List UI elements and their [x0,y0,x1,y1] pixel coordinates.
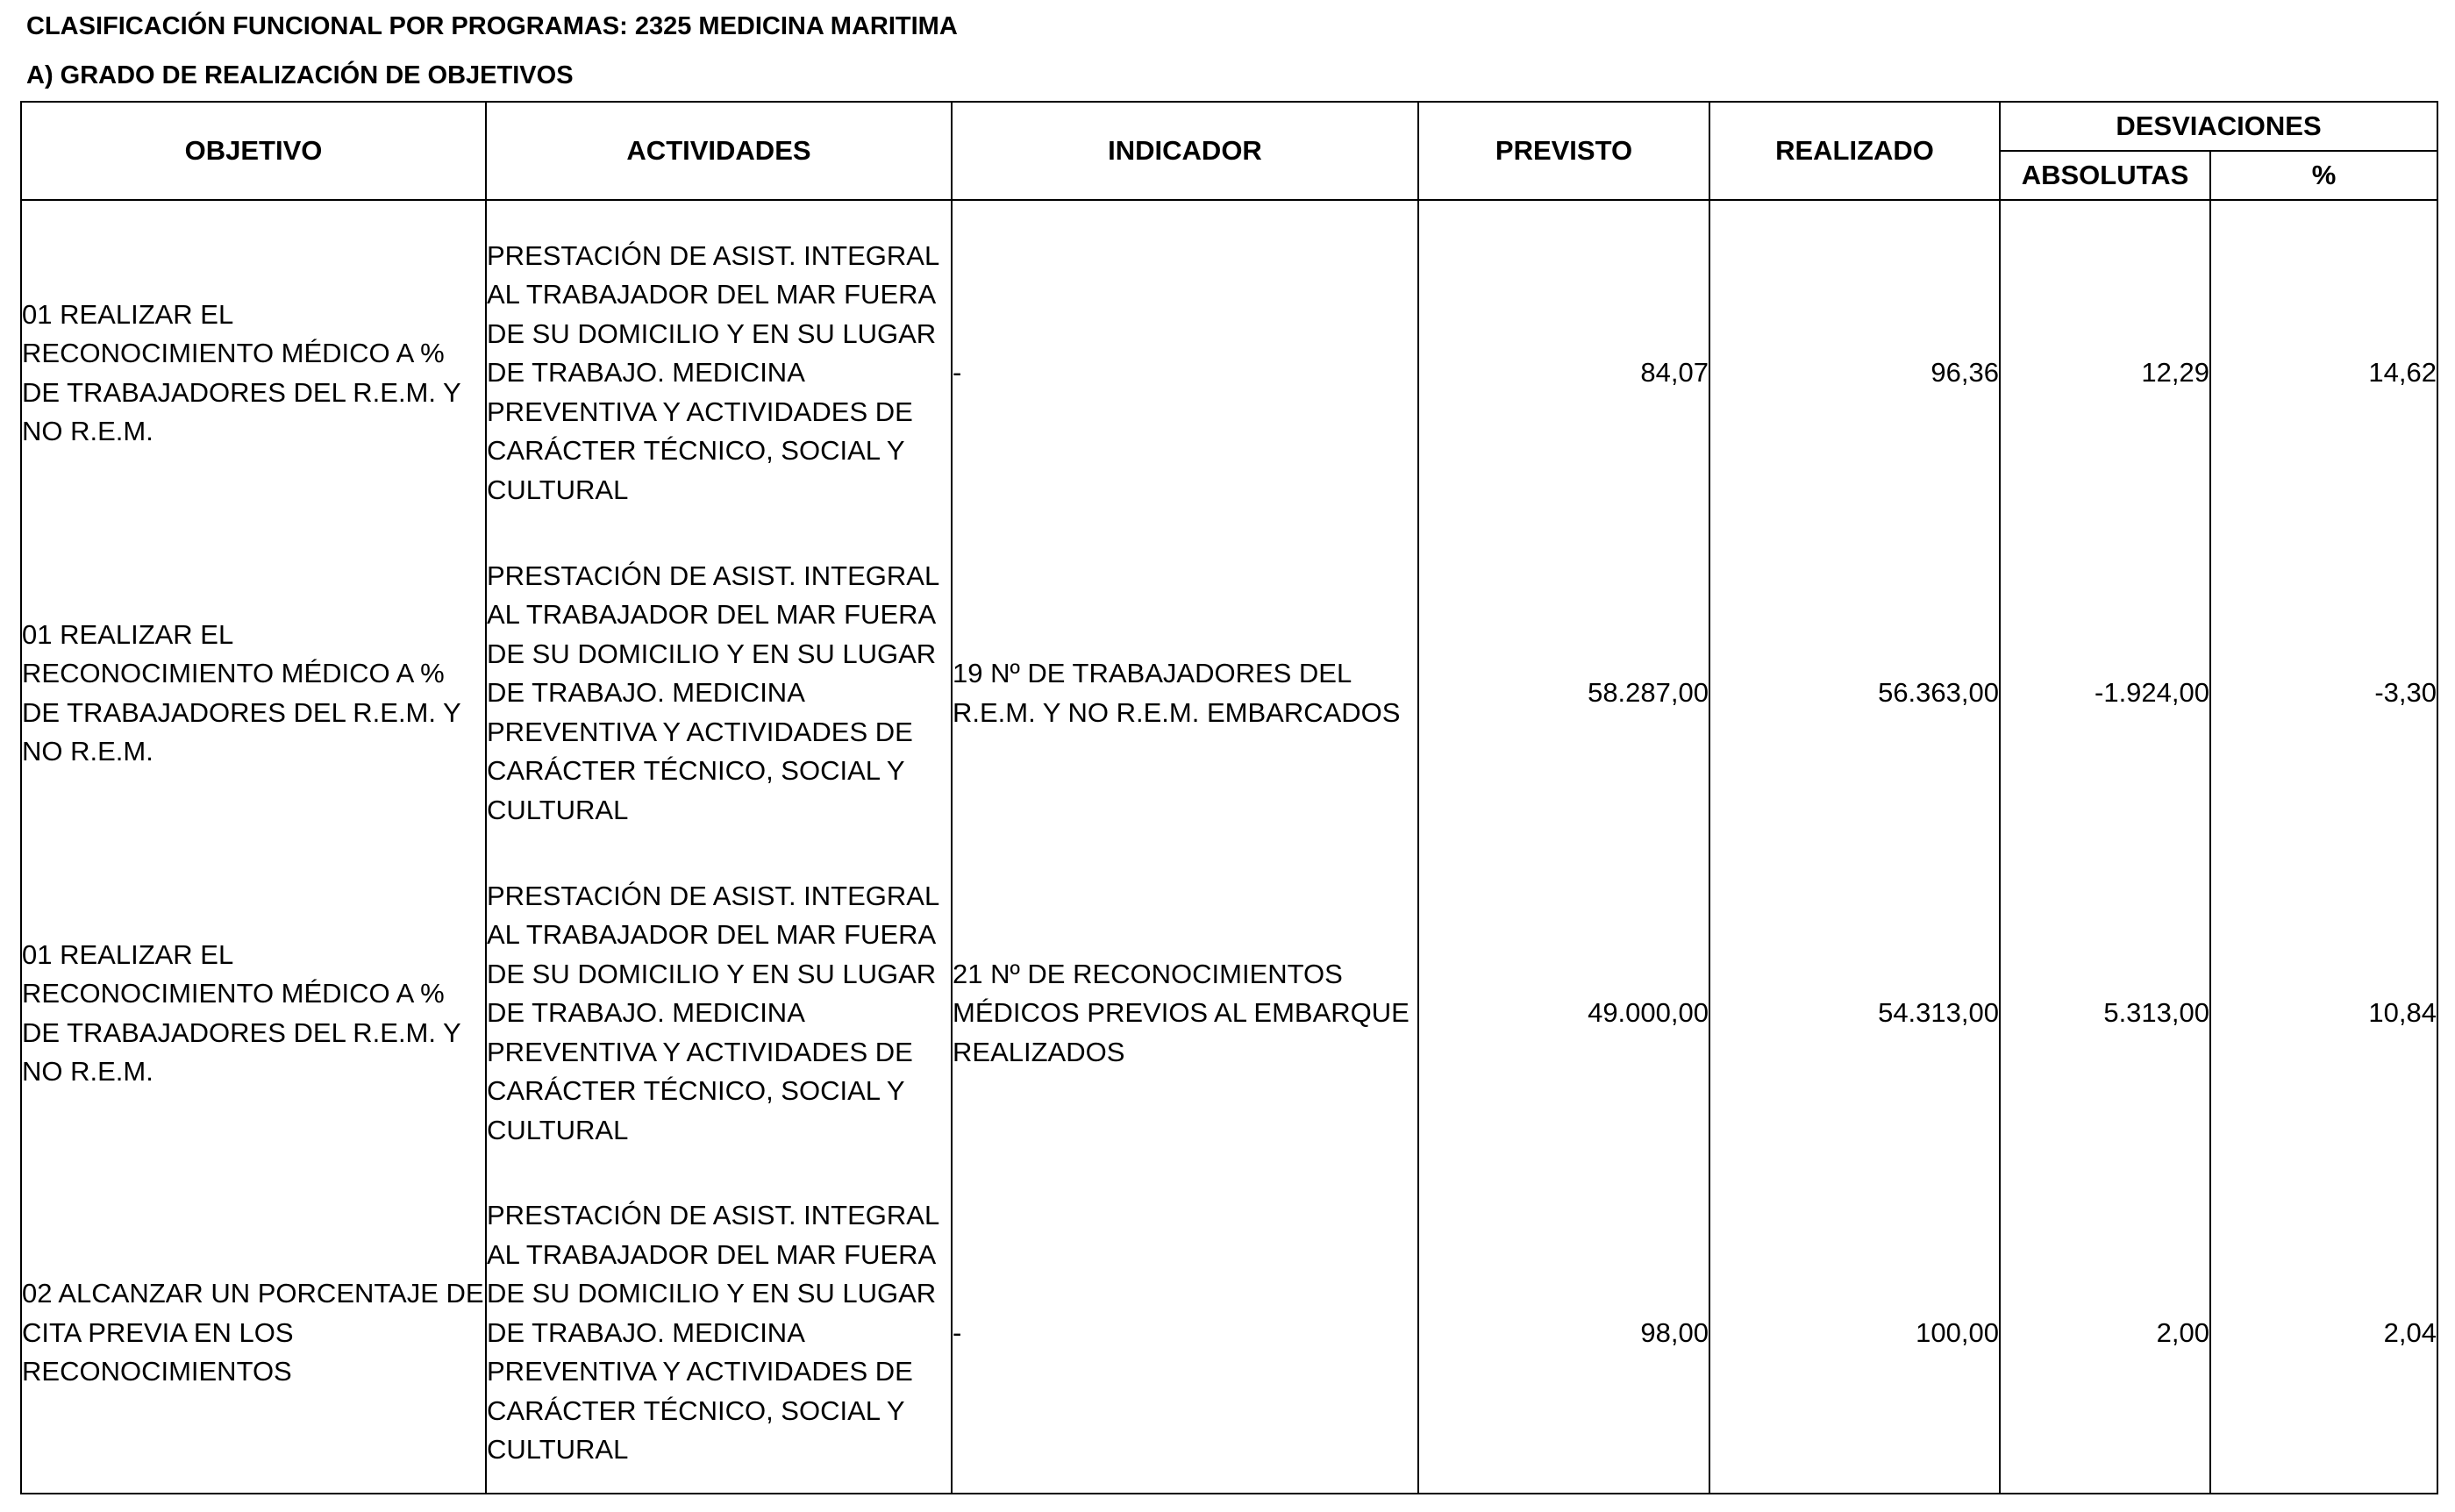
header-indicador: INDICADOR [952,102,1418,200]
table-spacer-row [21,200,2437,213]
cell-realizado: 100,00 [1709,1173,2000,1494]
header-previsto: PREVISTO [1418,102,1709,200]
cell-objetivo: 01 REALIZAR EL RECONOCIMIENTO MÉDICO A % DE TRABAJADORES DEL R.E.M. Y NO R.E.M. [21,213,486,533]
header-porcentaje: % [2210,151,2437,200]
document-title: CLASIFICACIÓN FUNCIONAL POR PROGRAMAS: 2325 MEDICINA MARITIMA [26,12,958,40]
table-row [21,853,2437,1173]
cell-absolutas: 2,00 [2000,1173,2210,1494]
cell-objetivo: 01 REALIZAR EL RECONOCIMIENTO MÉDICO A % DE TRABAJADORES DEL R.E.M. Y NO R.E.M. [21,533,486,853]
cell-actividades: PRESTACIÓN DE ASIST. INTEGRAL AL TRABAJADOR DEL MAR FUERA DE SU DOMICILIO Y EN SU LUGAR DE TRABAJO. MEDICINA PREVENTIVA Y ACTIVIDADES DE CARÁCTER TÉCNICO, SOCIAL Y CULTURAL [486,213,952,533]
cell-absolutas: 12,29 [2000,213,2210,533]
cell-indicador: - [952,213,1418,533]
cell-absolutas: 5.313,00 [2000,853,2210,1173]
header-actividades: ACTIVIDADES [486,102,952,200]
cell-previsto: 58.287,00 [1418,533,1709,853]
cell-porcentaje: 10,84 [2210,853,2437,1173]
cell-indicador: 19 Nº DE TRABAJADORES DEL R.E.M. Y NO R.E.M. EMBARCADOS [952,533,1418,853]
cell-actividades: PRESTACIÓN DE ASIST. INTEGRAL AL TRABAJADOR DEL MAR FUERA DE SU DOMICILIO Y EN SU LUGAR DE TRABAJO. MEDICINA PREVENTIVA Y ACTIVIDADES DE CARÁCTER TÉCNICO, SOCIAL Y CULTURAL [486,533,952,853]
cell-indicador: 21 Nº DE RECONOCIMIENTOS MÉDICOS PREVIOS AL EMBARQUE REALIZADOS [952,853,1418,1173]
cell-realizado: 54.313,00 [1709,853,2000,1173]
header-realizado: REALIZADO [1709,102,2000,200]
header-objetivo: OBJETIVO [21,102,486,200]
cell-realizado: 56.363,00 [1709,533,2000,853]
cell-previsto: 49.000,00 [1418,853,1709,1173]
cell-indicador: - [952,1173,1418,1494]
section-title: A) GRADO DE REALIZACIÓN DE OBJETIVOS [26,61,574,89]
table-row [21,213,2437,533]
cell-porcentaje: 2,04 [2210,1173,2437,1494]
cell-objetivo: 01 REALIZAR EL RECONOCIMIENTO MÉDICO A % DE TRABAJADORES DEL R.E.M. Y NO R.E.M. [21,853,486,1173]
table-row [21,1173,2437,1494]
cell-porcentaje: 14,62 [2210,213,2437,533]
cell-previsto: 98,00 [1418,1173,1709,1494]
cell-objetivo: 02 ALCANZAR UN PORCENTAJE DE CITA PREVIA EN LOS RECONOCIMIENTOS [21,1173,486,1494]
cell-realizado: 96,36 [1709,213,2000,533]
table-row [21,533,2437,853]
cell-absolutas: -1.924,00 [2000,533,2210,853]
cell-actividades: PRESTACIÓN DE ASIST. INTEGRAL AL TRABAJADOR DEL MAR FUERA DE SU DOMICILIO Y EN SU LUGAR DE TRABAJO. MEDICINA PREVENTIVA Y ACTIVIDADES DE CARÁCTER TÉCNICO, SOCIAL Y CULTURAL [486,1173,952,1494]
header-absolutas: ABSOLUTAS [2000,151,2210,200]
cell-actividades: PRESTACIÓN DE ASIST. INTEGRAL AL TRABAJADOR DEL MAR FUERA DE SU DOMICILIO Y EN SU LUGAR DE TRABAJO. MEDICINA PREVENTIVA Y ACTIVIDADES DE CARÁCTER TÉCNICO, SOCIAL Y CULTURAL [486,853,952,1173]
cell-porcentaje: -3,30 [2210,533,2437,853]
objectives-table [20,101,2438,1494]
header-desviaciones: DESVIACIONES [2000,102,2437,151]
cell-previsto: 84,07 [1418,213,1709,533]
